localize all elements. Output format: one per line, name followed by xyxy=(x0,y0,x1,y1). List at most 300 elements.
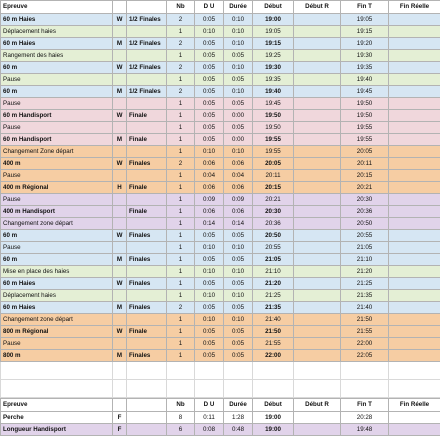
debut-r-cell xyxy=(294,182,341,194)
empty-cell xyxy=(195,362,224,380)
epreuve-cell: 400 m Handisport xyxy=(1,206,113,218)
fin-t-cell: 22:00 xyxy=(341,338,389,350)
round-cell xyxy=(127,122,167,134)
fin-t-cell: 20:36 xyxy=(341,206,389,218)
debut-r-cell xyxy=(294,86,341,98)
round-cell: Finales xyxy=(127,254,167,266)
round-cell: 1/2 Finales xyxy=(127,86,167,98)
epreuve-cell: 400 m xyxy=(1,158,113,170)
epreuve-cell: 60 m Haies xyxy=(1,278,113,290)
spacer-row xyxy=(1,362,440,380)
duree-cell: 0:06 xyxy=(224,206,253,218)
debut-r-cell xyxy=(294,14,341,26)
du-cell: 0:05 xyxy=(195,50,224,62)
nb-cell: 2 xyxy=(167,86,195,98)
fin-reelle-cell xyxy=(389,242,440,254)
empty-cell xyxy=(127,362,167,380)
duree-cell: 0:05 xyxy=(224,338,253,350)
du-cell: 0:05 xyxy=(195,62,224,74)
table-row xyxy=(1,350,440,362)
sex-cell xyxy=(113,122,127,134)
epreuve-cell: Rangement des haies xyxy=(1,50,113,62)
debut-r-cell xyxy=(294,170,341,182)
fin-reelle-cell xyxy=(389,134,440,146)
fin-reelle-cell xyxy=(389,170,440,182)
fin-reelle-cell xyxy=(389,86,440,98)
du-cell: 0:14 xyxy=(195,218,224,230)
du-cell: 0:05 xyxy=(195,98,224,110)
debut-cell: 19:35 xyxy=(253,74,294,86)
fin-t-cell: 21:20 xyxy=(341,266,389,278)
table-row xyxy=(1,412,440,424)
sex-cell: W xyxy=(113,278,127,290)
table-row xyxy=(1,290,440,302)
fin-reelle-cell xyxy=(389,146,440,158)
fin-t-cell: 20:30 xyxy=(341,194,389,206)
table-row xyxy=(1,424,440,436)
duree-cell: 0:09 xyxy=(224,194,253,206)
debut-cell: 19:55 xyxy=(253,134,294,146)
table-row xyxy=(1,170,440,182)
debut-r-cell xyxy=(294,338,341,350)
fin-reelle-cell xyxy=(389,122,440,134)
du-cell: 0:05 xyxy=(195,110,224,122)
sex-cell: W xyxy=(113,14,127,26)
empty-cell xyxy=(167,380,195,398)
column-header xyxy=(127,1,167,14)
fin-t-cell: 20:28 xyxy=(341,412,389,424)
debut-r-cell xyxy=(294,26,341,38)
fin-reelle-cell xyxy=(389,14,440,26)
fin-reelle-cell xyxy=(389,278,440,290)
table-row xyxy=(1,194,440,206)
sex-cell xyxy=(113,74,127,86)
column-header: Fin Réelle xyxy=(389,1,440,14)
table-row xyxy=(1,278,440,290)
fin-reelle-cell xyxy=(389,194,440,206)
spacer-row xyxy=(1,380,440,398)
fin-reelle-cell xyxy=(389,74,440,86)
table-row xyxy=(1,182,440,194)
debut-r-cell xyxy=(294,412,341,424)
duree-cell: 0:05 xyxy=(224,350,253,362)
table-row xyxy=(1,146,440,158)
nb-cell: 1 xyxy=(167,74,195,86)
table-row xyxy=(1,230,440,242)
nb-cell: 1 xyxy=(167,98,195,110)
fin-reelle-cell xyxy=(389,38,440,50)
sex-cell xyxy=(113,266,127,278)
nb-cell: 1 xyxy=(167,170,195,182)
empty-cell xyxy=(224,380,253,398)
epreuve-cell: 60 m xyxy=(1,62,113,74)
epreuve-cell: 60 m xyxy=(1,86,113,98)
empty-cell xyxy=(294,362,341,380)
sex-cell xyxy=(113,50,127,62)
nb-cell: 1 xyxy=(167,110,195,122)
fin-reelle-cell xyxy=(389,26,440,38)
fin-t-cell: 20:50 xyxy=(341,218,389,230)
table-row xyxy=(1,218,440,230)
column-header: Fin T xyxy=(341,1,389,14)
nb-cell: 1 xyxy=(167,122,195,134)
round-cell: 1/2 Finales xyxy=(127,38,167,50)
fin-reelle-cell xyxy=(389,110,440,122)
du-cell: 0:05 xyxy=(195,350,224,362)
empty-cell xyxy=(253,362,294,380)
fin-t-cell: 21:55 xyxy=(341,326,389,338)
table-row xyxy=(1,134,440,146)
epreuve-cell: 60 m Handisport xyxy=(1,110,113,122)
debut-cell: 19:00 xyxy=(253,424,294,436)
du-cell: 0:04 xyxy=(195,170,224,182)
sex-cell xyxy=(113,242,127,254)
round-cell: Finale xyxy=(127,326,167,338)
du-cell: 0:05 xyxy=(195,326,224,338)
debut-cell: 21:55 xyxy=(253,338,294,350)
debut-r-cell xyxy=(294,110,341,122)
du-cell: 0:05 xyxy=(195,122,224,134)
column-header: Début xyxy=(253,1,294,14)
round-cell: Finales xyxy=(127,278,167,290)
debut-r-cell xyxy=(294,314,341,326)
sex-cell xyxy=(113,26,127,38)
round-cell xyxy=(127,194,167,206)
sex-cell: M xyxy=(113,86,127,98)
table-row xyxy=(1,50,440,62)
round-cell xyxy=(127,218,167,230)
duree-cell: 0:00 xyxy=(224,134,253,146)
debut-cell: 20:30 xyxy=(253,206,294,218)
empty-cell xyxy=(167,362,195,380)
duree-cell: 0:05 xyxy=(224,230,253,242)
sex-cell: M xyxy=(113,302,127,314)
du-cell: 0:05 xyxy=(195,338,224,350)
fin-reelle-cell xyxy=(389,350,440,362)
nb-cell: 1 xyxy=(167,242,195,254)
epreuve-cell: Déplacement haies xyxy=(1,290,113,302)
empty-cell xyxy=(113,380,127,398)
nb-cell: 1 xyxy=(167,266,195,278)
column-header xyxy=(113,1,127,14)
epreuve-cell: Pause xyxy=(1,98,113,110)
sex-cell: M xyxy=(113,254,127,266)
debut-r-cell xyxy=(294,266,341,278)
debut-r-cell xyxy=(294,278,341,290)
sex-cell: M xyxy=(113,350,127,362)
debut-r-cell xyxy=(294,134,341,146)
debut-r-cell xyxy=(294,302,341,314)
debut-r-cell xyxy=(294,206,341,218)
debut-cell: 21:20 xyxy=(253,278,294,290)
duree-cell: 0:05 xyxy=(224,74,253,86)
fin-reelle-cell xyxy=(389,290,440,302)
fin-t-cell: 19:35 xyxy=(341,62,389,74)
debut-r-cell xyxy=(294,290,341,302)
epreuve-cell: Pause xyxy=(1,338,113,350)
debut-r-cell xyxy=(294,38,341,50)
du-cell: 0:11 xyxy=(195,412,224,424)
epreuve-cell: 60 m Haies xyxy=(1,14,113,26)
column-header: D U xyxy=(195,399,224,412)
nb-cell: 2 xyxy=(167,38,195,50)
table-row xyxy=(1,14,440,26)
nb-cell: 1 xyxy=(167,134,195,146)
nb-cell: 8 xyxy=(167,412,195,424)
nb-cell: 1 xyxy=(167,326,195,338)
fin-reelle-cell xyxy=(389,326,440,338)
debut-cell: 19:25 xyxy=(253,50,294,62)
fin-t-cell: 19:40 xyxy=(341,74,389,86)
round-cell: Finales xyxy=(127,230,167,242)
round-cell xyxy=(127,242,167,254)
debut-cell: 19:15 xyxy=(253,38,294,50)
table-row xyxy=(1,242,440,254)
nb-cell: 2 xyxy=(167,62,195,74)
epreuve-cell: Pause xyxy=(1,74,113,86)
duree-cell: 0:10 xyxy=(224,242,253,254)
round-cell: Finale xyxy=(127,110,167,122)
empty-cell xyxy=(1,362,113,380)
table-row xyxy=(1,74,440,86)
du-cell: 0:05 xyxy=(195,86,224,98)
epreuve-cell: 60 m Handisport xyxy=(1,134,113,146)
fin-reelle-cell xyxy=(389,412,440,424)
round-cell: Finale xyxy=(127,134,167,146)
fin-t-cell: 21:40 xyxy=(341,302,389,314)
nb-cell: 1 xyxy=(167,314,195,326)
fin-reelle-cell xyxy=(389,98,440,110)
empty-cell xyxy=(113,362,127,380)
epreuve-cell: Pause xyxy=(1,194,113,206)
debut-r-cell xyxy=(294,74,341,86)
fin-t-cell: 19:15 xyxy=(341,26,389,38)
round-cell: Finales xyxy=(127,350,167,362)
du-cell: 0:05 xyxy=(195,254,224,266)
duree-cell: 0:04 xyxy=(224,170,253,182)
epreuve-cell: 800 m Régional xyxy=(1,326,113,338)
fin-reelle-cell xyxy=(389,266,440,278)
fin-t-cell: 19:50 xyxy=(341,110,389,122)
debut-cell: 19:45 xyxy=(253,98,294,110)
empty-cell xyxy=(389,362,440,380)
debut-cell: 20:36 xyxy=(253,218,294,230)
duree-cell: 0:10 xyxy=(224,266,253,278)
table-row xyxy=(1,326,440,338)
empty-cell xyxy=(224,362,253,380)
fin-t-cell: 20:21 xyxy=(341,182,389,194)
epreuve-cell: Pause xyxy=(1,170,113,182)
round-cell: Finales xyxy=(127,302,167,314)
fin-reelle-cell xyxy=(389,254,440,266)
fin-t-cell: 20:55 xyxy=(341,230,389,242)
duree-cell: 0:06 xyxy=(224,158,253,170)
table-header-row xyxy=(1,1,440,14)
fin-t-cell: 21:10 xyxy=(341,254,389,266)
sex-cell: W xyxy=(113,230,127,242)
table-row xyxy=(1,206,440,218)
fin-t-cell: 20:05 xyxy=(341,146,389,158)
table-row xyxy=(1,86,440,98)
du-cell: 0:10 xyxy=(195,266,224,278)
debut-r-cell xyxy=(294,62,341,74)
du-cell: 0:08 xyxy=(195,424,224,436)
nb-cell: 2 xyxy=(167,14,195,26)
sex-cell: M xyxy=(113,134,127,146)
round-cell xyxy=(127,424,167,436)
debut-r-cell xyxy=(294,194,341,206)
empty-cell xyxy=(195,380,224,398)
sex-cell xyxy=(113,98,127,110)
column-header: Nb xyxy=(167,1,195,14)
fin-reelle-cell xyxy=(389,338,440,350)
du-cell: 0:10 xyxy=(195,314,224,326)
table-row xyxy=(1,266,440,278)
debut-cell: 20:50 xyxy=(253,230,294,242)
du-cell: 0:06 xyxy=(195,206,224,218)
column-header: Fin Réelle xyxy=(389,399,440,412)
nb-cell: 1 xyxy=(167,350,195,362)
nb-cell: 1 xyxy=(167,146,195,158)
column-header: Début R xyxy=(294,1,341,14)
sex-cell xyxy=(113,314,127,326)
table-row xyxy=(1,110,440,122)
sex-cell: H xyxy=(113,182,127,194)
empty-cell xyxy=(294,380,341,398)
fin-t-cell: 19:55 xyxy=(341,122,389,134)
duree-cell: 0:10 xyxy=(224,290,253,302)
fin-t-cell: 19:05 xyxy=(341,14,389,26)
epreuve-cell: Changement zone départ xyxy=(1,314,113,326)
column-header: Début R xyxy=(294,399,341,412)
fin-t-cell: 21:35 xyxy=(341,290,389,302)
sex-cell: W xyxy=(113,326,127,338)
fin-reelle-cell xyxy=(389,230,440,242)
round-cell xyxy=(127,314,167,326)
sex-cell: W xyxy=(113,158,127,170)
epreuve-cell: Changement Zone départ xyxy=(1,146,113,158)
epreuve-cell: Longueur Handisport xyxy=(1,424,113,436)
round-cell xyxy=(127,290,167,302)
debut-cell: 19:05 xyxy=(253,26,294,38)
du-cell: 0:05 xyxy=(195,134,224,146)
fin-t-cell: 19:20 xyxy=(341,38,389,50)
du-cell: 0:10 xyxy=(195,290,224,302)
fin-t-cell: 19:50 xyxy=(341,98,389,110)
round-cell xyxy=(127,412,167,424)
fin-reelle-cell xyxy=(389,314,440,326)
table-row xyxy=(1,98,440,110)
debut-cell: 20:55 xyxy=(253,242,294,254)
empty-cell xyxy=(253,380,294,398)
field-events-table xyxy=(0,398,440,436)
du-cell: 0:05 xyxy=(195,74,224,86)
du-cell: 0:05 xyxy=(195,38,224,50)
column-header xyxy=(113,399,127,412)
debut-r-cell xyxy=(294,122,341,134)
round-cell xyxy=(127,74,167,86)
duree-cell: 0:10 xyxy=(224,14,253,26)
fin-t-cell: 19:48 xyxy=(341,424,389,436)
sex-cell: M xyxy=(113,38,127,50)
nb-cell: 1 xyxy=(167,230,195,242)
debut-cell: 19:00 xyxy=(253,14,294,26)
nb-cell: 2 xyxy=(167,158,195,170)
debut-cell: 19:40 xyxy=(253,86,294,98)
debut-cell: 20:21 xyxy=(253,194,294,206)
debut-cell: 20:15 xyxy=(253,182,294,194)
duree-cell: 0:05 xyxy=(224,50,253,62)
epreuve-cell: 60 m xyxy=(1,254,113,266)
table-row xyxy=(1,302,440,314)
fin-t-cell: 22:05 xyxy=(341,350,389,362)
epreuve-cell: Perche xyxy=(1,412,113,424)
duree-cell: 0:05 xyxy=(224,122,253,134)
fin-t-cell: 21:25 xyxy=(341,278,389,290)
duree-cell: 0:10 xyxy=(224,62,253,74)
debut-cell: 21:10 xyxy=(253,266,294,278)
debut-r-cell xyxy=(294,50,341,62)
du-cell: 0:05 xyxy=(195,14,224,26)
round-cell xyxy=(127,26,167,38)
fin-t-cell: 21:05 xyxy=(341,242,389,254)
table-row xyxy=(1,62,440,74)
duree-cell: 0:10 xyxy=(224,86,253,98)
epreuve-cell: 60 m Haies xyxy=(1,38,113,50)
sex-cell: F xyxy=(113,424,127,436)
sex-cell xyxy=(113,146,127,158)
fin-reelle-cell xyxy=(389,218,440,230)
debut-r-cell xyxy=(294,158,341,170)
round-cell xyxy=(127,338,167,350)
debut-r-cell xyxy=(294,230,341,242)
duree-cell: 0:00 xyxy=(224,110,253,122)
debut-cell: 21:35 xyxy=(253,302,294,314)
column-header: Durée xyxy=(224,399,253,412)
epreuve-cell: Pause xyxy=(1,122,113,134)
duree-cell: 0:10 xyxy=(224,38,253,50)
debut-cell: 20:11 xyxy=(253,170,294,182)
epreuve-cell: 60 m Haies xyxy=(1,302,113,314)
round-cell xyxy=(127,98,167,110)
fin-t-cell: 21:50 xyxy=(341,314,389,326)
column-header: Epreuve xyxy=(1,1,113,14)
nb-cell: 1 xyxy=(167,290,195,302)
fin-reelle-cell xyxy=(389,50,440,62)
sex-cell: F xyxy=(113,412,127,424)
round-cell: Finales xyxy=(127,158,167,170)
fin-reelle-cell xyxy=(389,62,440,74)
debut-r-cell xyxy=(294,326,341,338)
nb-cell: 2 xyxy=(167,302,195,314)
table-row xyxy=(1,26,440,38)
epreuve-cell: 400 m Régional xyxy=(1,182,113,194)
sex-cell xyxy=(113,290,127,302)
nb-cell: 1 xyxy=(167,218,195,230)
table-row xyxy=(1,314,440,326)
sex-cell xyxy=(113,338,127,350)
debut-r-cell xyxy=(294,146,341,158)
debut-cell: 19:50 xyxy=(253,110,294,122)
round-cell xyxy=(127,266,167,278)
empty-cell xyxy=(1,380,113,398)
duree-cell: 0:48 xyxy=(224,424,253,436)
empty-cell xyxy=(341,362,389,380)
nb-cell: 1 xyxy=(167,206,195,218)
column-header: Durée xyxy=(224,1,253,14)
debut-r-cell xyxy=(294,254,341,266)
du-cell: 0:06 xyxy=(195,182,224,194)
